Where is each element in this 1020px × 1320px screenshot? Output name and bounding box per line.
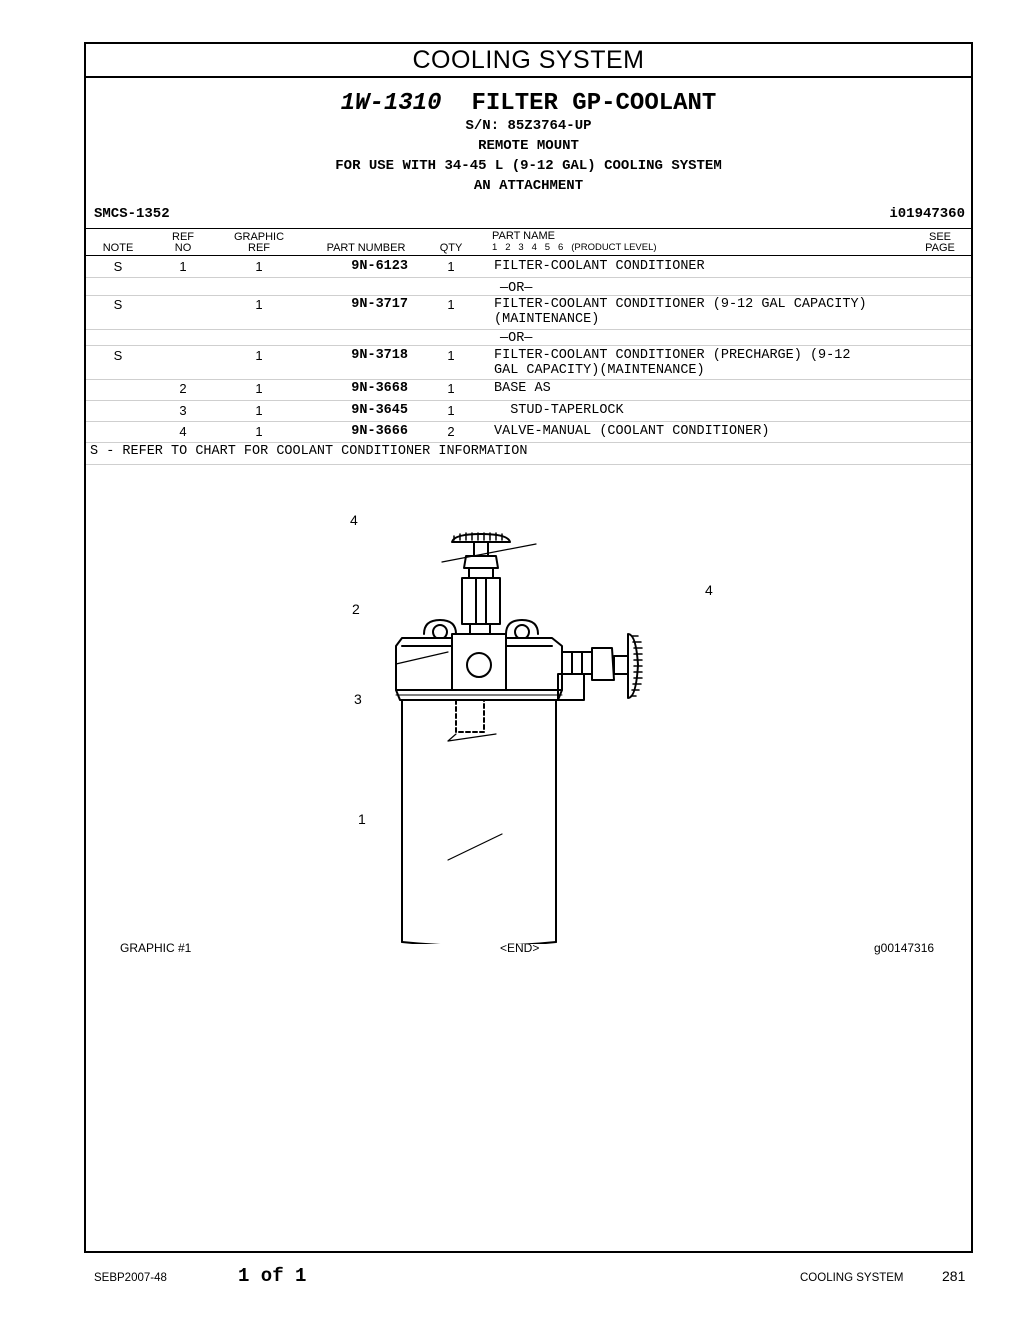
row-4-graphic: 1 <box>255 381 263 396</box>
graphic-end-marker: <END> <box>500 941 540 955</box>
row-3-qty: 1 <box>447 348 455 363</box>
footer-page-of: 1 of 1 <box>238 1265 307 1287</box>
col-note: NOTE <box>102 242 134 254</box>
col-product-levels: 1 2 3 4 5 6 (PRODUCT LEVEL) <box>492 242 657 253</box>
footer-doc-number: SEBP2007-48 <box>94 1272 167 1284</box>
row-1-ref: 1 <box>179 259 187 274</box>
row-6-qty: 2 <box>447 424 455 439</box>
group-title <box>86 90 971 117</box>
header-rule <box>86 228 971 229</box>
row-4-qty: 1 <box>447 381 455 396</box>
col-part-number: PART NUMBER <box>326 242 406 254</box>
callout-2: 2 <box>352 601 360 617</box>
row-3-note: S <box>113 348 123 363</box>
row-3-graphic: 1 <box>255 348 263 363</box>
callout-1: 1 <box>358 811 366 827</box>
col-graphic-bottom: REF <box>248 242 270 254</box>
row-2-qty: 1 <box>447 297 455 312</box>
row-4-part-name: BASE AS <box>494 381 551 396</box>
row-1-part-name: FILTER-COOLANT CONDITIONER <box>494 259 705 274</box>
row-divider <box>86 400 971 401</box>
group-number: 1W-1310 <box>340 90 442 117</box>
footnote: S - REFER TO CHART FOR COOLANT CONDITIONER INFORMATION <box>90 444 528 459</box>
row-5-qty: 1 <box>447 403 455 418</box>
col-part-name: PART NAME <box>492 230 555 242</box>
row-3-part-name: FILTER-COOLANT CONDITIONER (PRECHARGE) (9-12 <box>494 348 851 363</box>
row-divider <box>86 345 971 346</box>
footer-page-number: 281 <box>942 1268 966 1284</box>
row-5-graphic: 1 <box>255 403 263 418</box>
row-6-graphic: 1 <box>255 424 263 439</box>
group-subtitle-3: AN ATTACHMENT <box>473 178 584 194</box>
row-4-ref: 2 <box>179 381 187 396</box>
row-6-ref: 4 <box>179 424 187 439</box>
row-divider <box>86 277 971 278</box>
callout-4-top: 4 <box>350 512 358 528</box>
row-6-part-number: 9N-3666 <box>351 424 408 439</box>
serial-number: S/N: 85Z3764-UP <box>465 118 592 134</box>
or-separator-2: —OR— <box>500 331 533 346</box>
coolant-filter-illustration <box>336 484 736 944</box>
row-divider <box>86 464 971 465</box>
group-name: FILTER GP-COOLANT <box>471 90 717 117</box>
callout-3: 3 <box>354 691 362 707</box>
row-divider <box>86 379 971 380</box>
graphic-label: GRAPHIC #1 <box>120 941 192 955</box>
row-2-graphic: 1 <box>255 297 263 312</box>
group-subtitle-2: FOR USE WITH 34-45 L (9-12 GAL) COOLING SYSTEM <box>335 158 722 174</box>
col-qty: QTY <box>439 242 463 254</box>
section-title: COOLING SYSTEM <box>86 44 971 78</box>
graphic-id: g00147316 <box>874 941 935 955</box>
row-1-part-number: 9N-6123 <box>351 259 408 274</box>
row-5-ref: 3 <box>179 403 187 418</box>
row-2-note: S <box>113 297 123 312</box>
smcs-code: SMCS-1352 <box>94 206 170 222</box>
row-2-part-name-cont: (MAINTENANCE) <box>494 312 600 327</box>
col-graphic-top: GRAPHIC <box>233 231 285 243</box>
row-6-part-name: VALVE-MANUAL (COOLANT CONDITIONER) <box>494 424 770 439</box>
col-ref-top: REF <box>172 231 194 243</box>
column-header-rule <box>86 255 971 256</box>
row-3-part-number: 9N-3718 <box>351 348 408 363</box>
row-divider <box>86 329 971 330</box>
or-separator-1: —OR— <box>500 281 533 296</box>
row-divider <box>86 421 971 422</box>
row-1-note: S <box>113 259 123 274</box>
footer-section: COOLING SYSTEM <box>800 1272 904 1284</box>
row-divider <box>86 442 971 443</box>
row-4-part-number: 9N-3668 <box>351 381 408 396</box>
row-1-graphic: 1 <box>255 259 263 274</box>
col-see-bottom: PAGE <box>925 242 955 254</box>
group-subtitle-1: REMOTE MOUNT <box>478 138 579 154</box>
parts-page-frame <box>84 42 973 1253</box>
row-2-part-number: 9N-3717 <box>351 297 408 312</box>
row-divider <box>86 295 971 296</box>
row-5-part-number: 9N-3645 <box>351 403 408 418</box>
row-5-part-name: STUD-TAPERLOCK <box>494 403 624 418</box>
row-2-part-name: FILTER-COOLANT CONDITIONER (9-12 GAL CAPACITY) <box>494 297 867 312</box>
col-see-top: SEE <box>928 231 951 243</box>
row-3-part-name-cont: GAL CAPACITY)(MAINTENANCE) <box>494 363 705 378</box>
info-reference: i01947360 <box>889 206 965 222</box>
callout-4-side: 4 <box>705 582 713 598</box>
col-ref-bottom: NO <box>174 242 192 254</box>
row-1-qty: 1 <box>447 259 455 274</box>
